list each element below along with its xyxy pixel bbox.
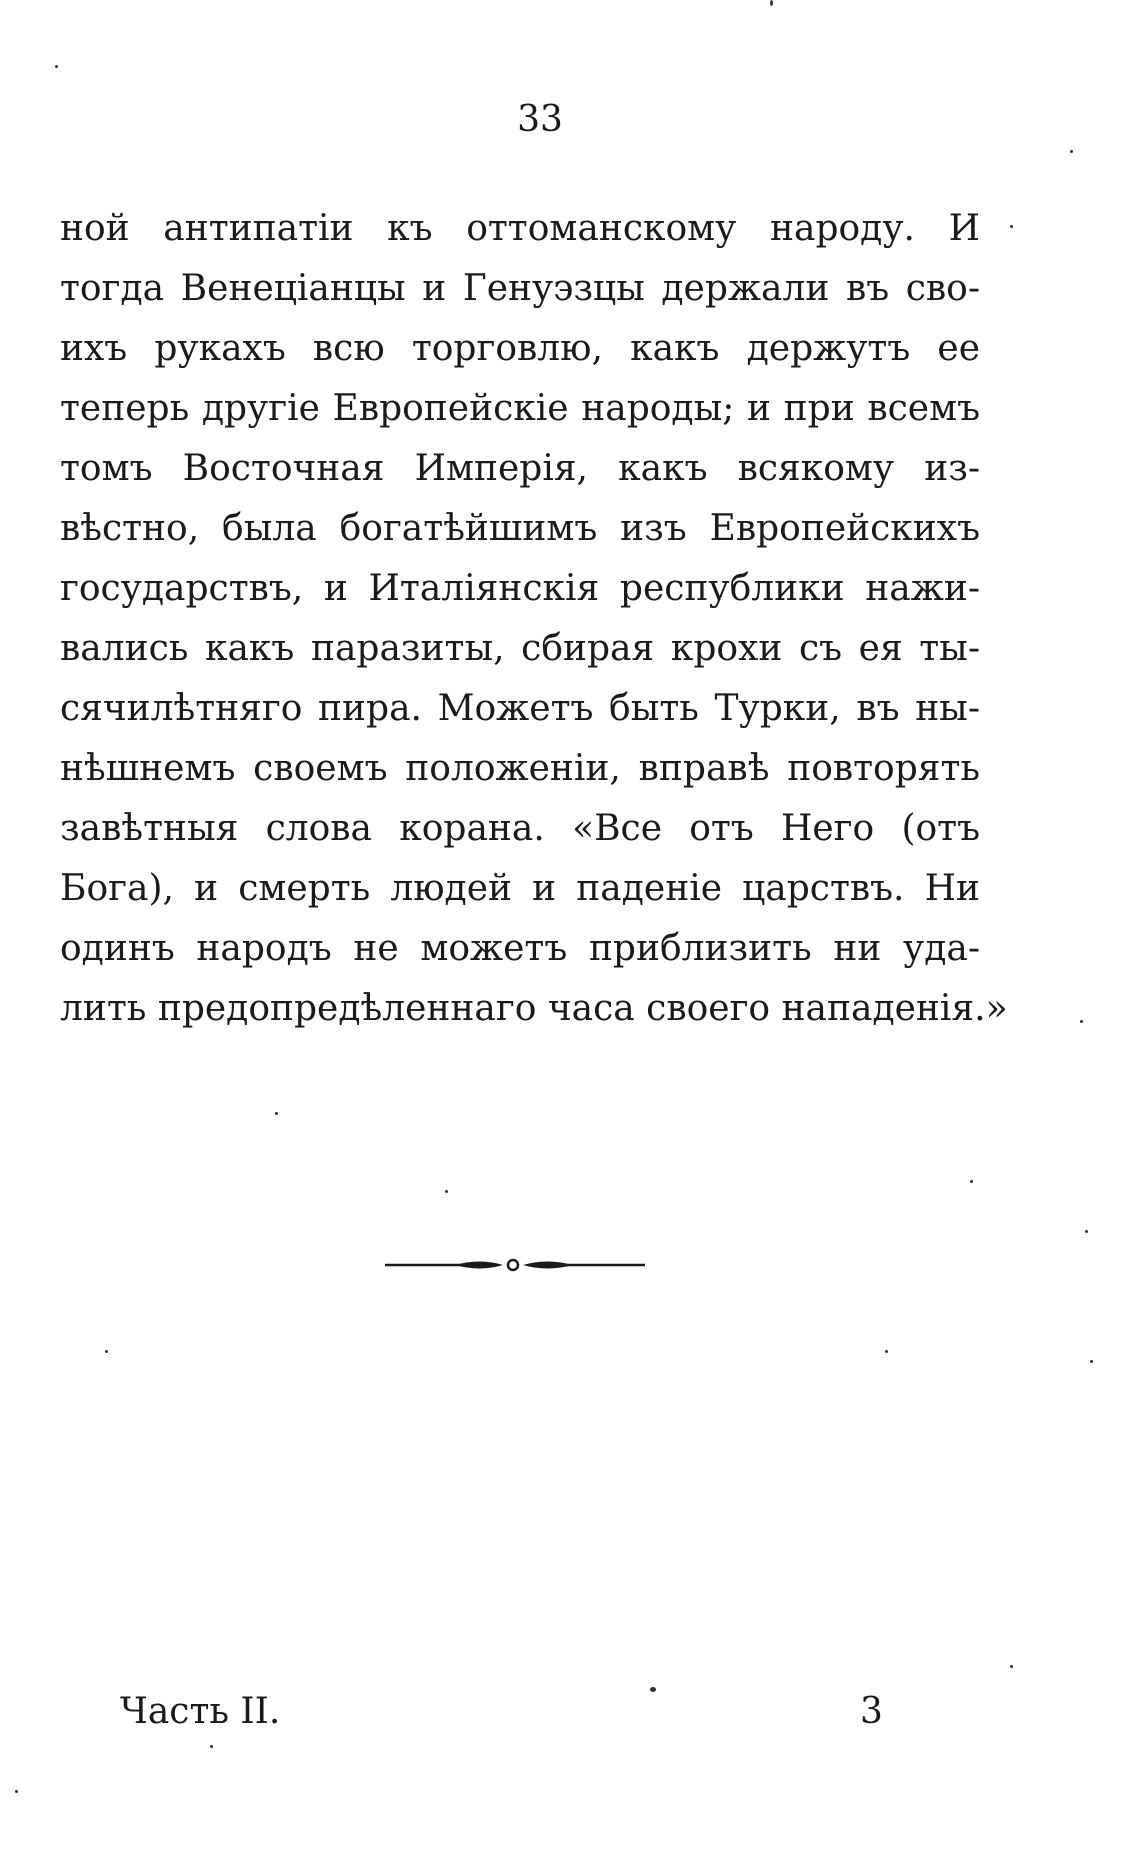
page-number: 33: [517, 99, 563, 140]
footer-signature-mark: 3: [860, 1691, 883, 1732]
scan-speck: [1070, 150, 1073, 153]
text-line: теперь другіе Европейскіе народы; и при всемъ: [60, 388, 980, 429]
ornament-divider: [385, 1255, 645, 1275]
scan-speck: [105, 1350, 108, 1353]
text-line: вались какъ паразиты, сбирая крохи съ ея ты-: [60, 628, 980, 669]
text-line: Бога), и смерть людей и паденіе царствъ. Ни: [60, 868, 980, 909]
scan-speck: [1010, 225, 1013, 228]
scan-speck: [1085, 1230, 1088, 1233]
scan-speck: [1090, 1360, 1093, 1363]
scan-speck: [650, 1687, 656, 1692]
text-line: нѣшнемъ своемъ положеніи, вправѣ повторять: [60, 748, 980, 789]
scan-speck: [885, 1350, 888, 1353]
text-line: одинъ народъ не можетъ приблизить ни уда-: [60, 928, 980, 969]
text-line: томъ Восточная Имперія, какъ всякому из-: [60, 448, 980, 489]
scan-speck: [55, 65, 58, 68]
scan-speck: [15, 1790, 18, 1793]
text-line: тогда Венеціанцы и Генуэзцы держали въ сво-: [60, 268, 980, 309]
scan-speck: [1080, 1020, 1083, 1023]
text-line: вѣстно, была богатѣйшимъ изъ Европейскихъ: [60, 508, 980, 549]
scan-speck: [275, 1112, 278, 1115]
scan-speck: [1010, 1665, 1013, 1668]
scan-speck: [970, 1180, 973, 1183]
footer-part-label: Часть II.: [120, 1691, 281, 1732]
text-line: ихъ рукахъ всю торговлю, какъ держутъ ее: [60, 328, 980, 369]
scan-speck: [210, 1745, 213, 1748]
scan-speck: [445, 1190, 448, 1193]
text-line: государствъ, и Италіянскія республики нажи-: [60, 568, 980, 609]
text-line: завѣтныя слова корана. «Все отъ Него (отъ: [60, 808, 980, 849]
text-line: лить предопредѣленнаго часа своего нападенія.»: [60, 988, 1008, 1029]
body-text: [60, 199, 1008, 1039]
text-line: ной антипатіи къ оттоманскому народу. И: [60, 208, 980, 249]
text-line: сячилѣтняго пира. Можетъ быть Турки, въ ны-: [60, 688, 980, 729]
scan-speck: [770, 0, 773, 6]
